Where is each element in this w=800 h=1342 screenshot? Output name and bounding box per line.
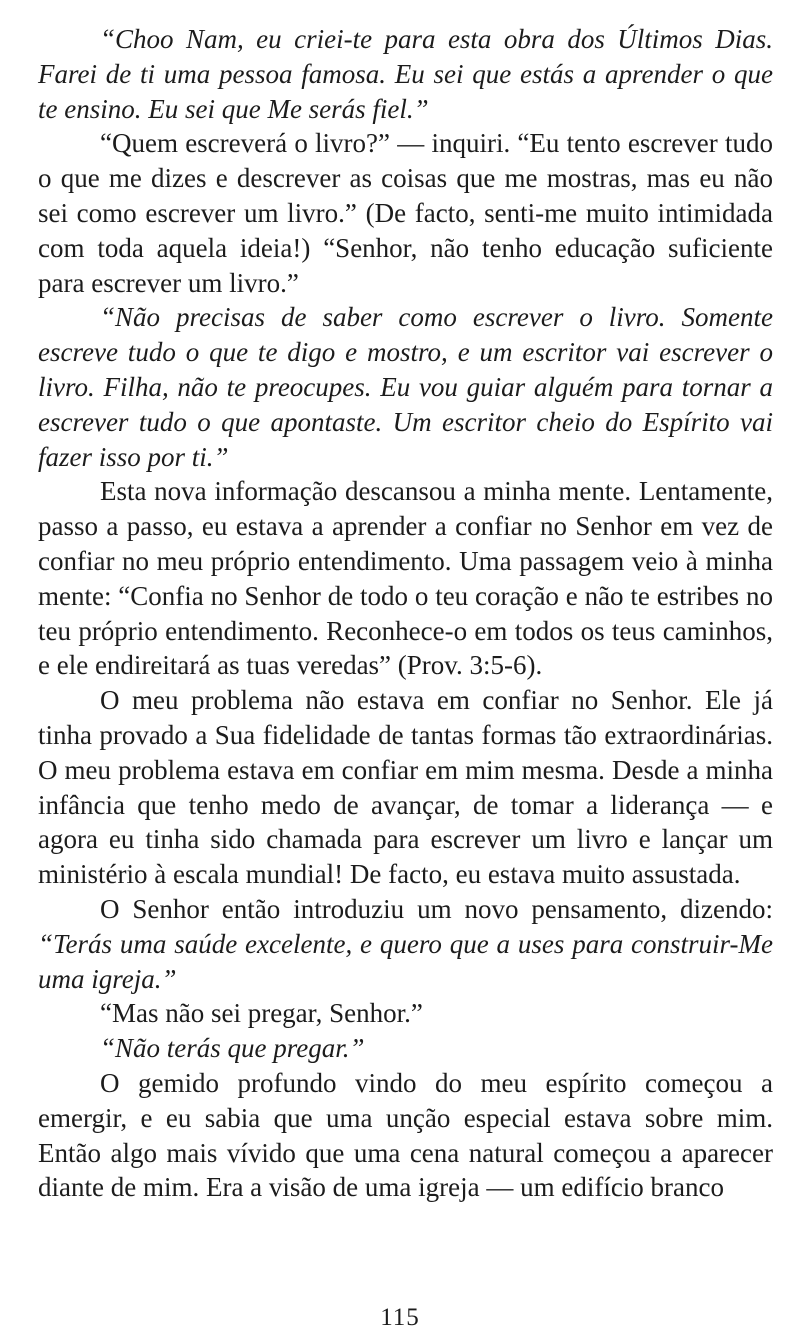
page-number: 115 <box>380 1304 420 1331</box>
paragraph-writer-will-write: “Não precisas de saber como escrever o livro. Somente escreve tudo o que te digo e mostro, e um escritor vai escrever o livro. Filha, não te preocupes. Eu vou guiar alguém para tornar a escrever tudo o que apontaste. Um escritor cheio do Espírito vai fazer isso por ti.” <box>38 302 773 472</box>
paragraph-new-information: Esta nova informação descansou a minha mente. Lentamente, passo a passo, eu estava a aprender a confiar no Senhor em vez de confiar no meu próprio entendimento. Uma passagem veio à minha mente: “Confia no Senhor de todo o teu coração e não te estribes no teu próprio entendimento. Reconhece-o em todos os teus caminhos, e ele endireitará as tuas veredas” (Prov. 3:5-6). <box>38 476 773 681</box>
paragraph-deep-groaning: O gemido profundo vindo do meu espírito começou a emergir, e eu sabia que uma unção especial estava sobre mim. Então algo mais vívido que uma cena natural começou a aparecer diante de mim. Era a visão de uma igreja — um edifício branco <box>38 1067 773 1203</box>
paragraph-will-not-preach: “Não terás que pregar.” <box>100 1033 365 1064</box>
paragraph-divine-words-famous: “Choo Nam, eu criei-te para esta obra dos Últimos Dias. Farei de ti uma pessoa famosa. Eu sei que estás a aprender o que te ensino. Eu sei que Me serás fiel.” <box>38 24 773 124</box>
paragraph-my-problem: O meu problema não estava em confiar no Senhor. Ele já tinha provado a Sua fidelidade de tantas formas tão extraordinárias. O meu problema estava em confiar em mim mesma. Desde a minha infância que tenho medo de avançar, de tomar a liderança — e agora eu tinha sido chamada para escrever um livro e lançar um ministério à escala mundial! De facto, eu estava muito assustada. <box>38 685 773 890</box>
paragraph-cannot-preach: “Mas não sei pregar, Senhor.” <box>100 998 423 1029</box>
paragraph-new-thought <box>38 892 773 996</box>
book-page-text <box>38 22 773 1205</box>
paragraph-new-thought-intro: O Senhor então introduziu um novo pensamento, dizendo: <box>100 893 773 924</box>
paragraph-who-will-write-book: “Quem escreverá o livro?” — inquiri. “Eu tento escrever tudo o que me dizes e descrever as coisas que me mostras, mas eu não sei como escrever um livro.” (De facto, senti-me muito intimidada com toda aquela ideia!) “Senhor, não tenho educação suficiente para escrever um livro.” <box>38 128 773 298</box>
paragraph-new-thought-quote: “Terás uma saúde excelente, e quero que a uses para construir-Me uma igreja.” <box>38 928 773 994</box>
